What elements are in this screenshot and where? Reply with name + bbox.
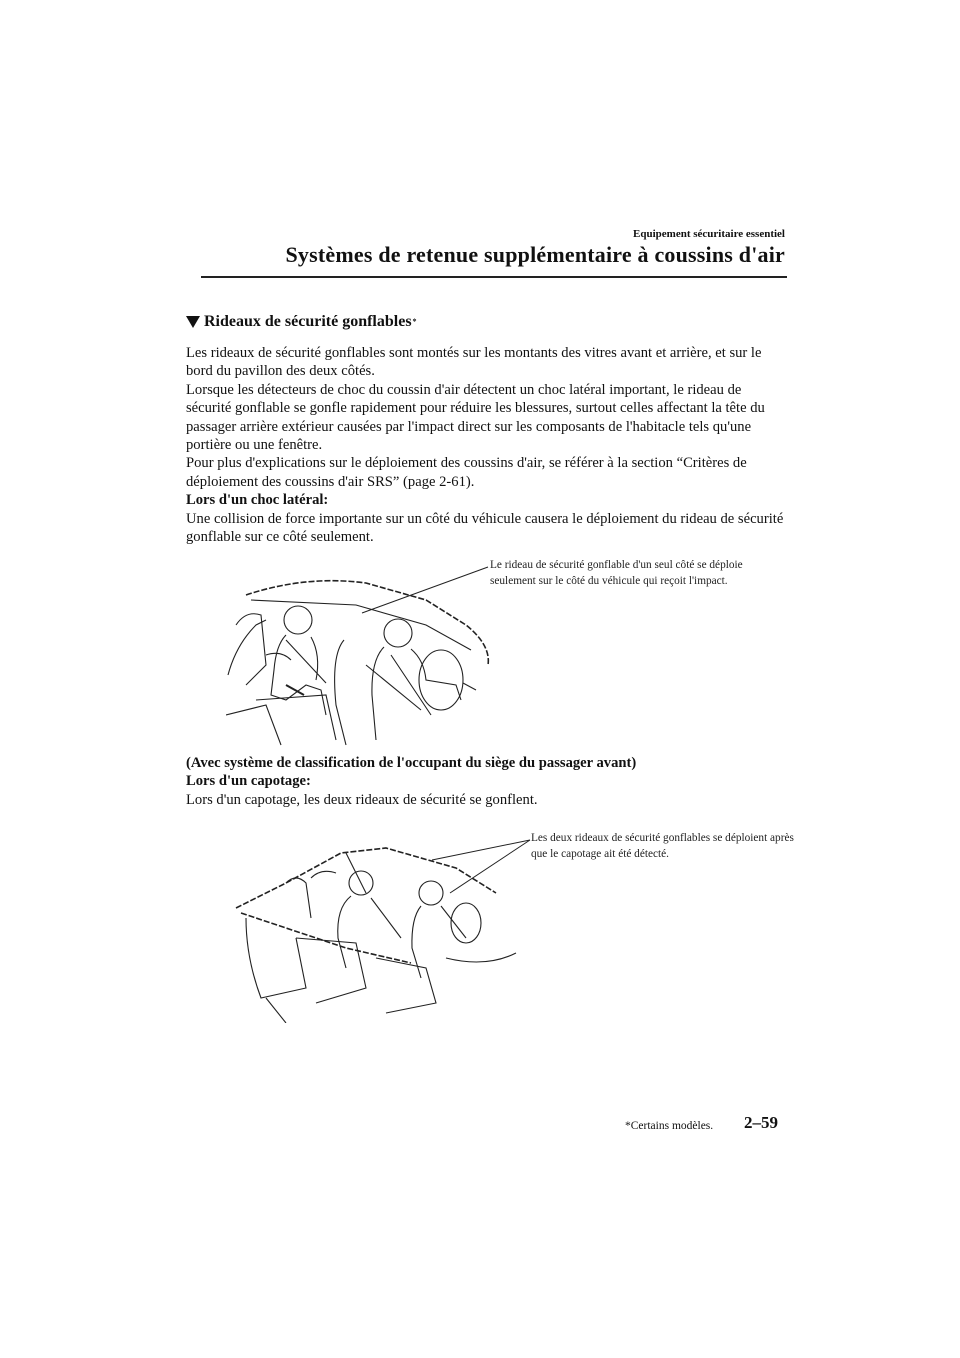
triangle-down-icon <box>186 316 200 328</box>
section-heading-text: Rideaux de sécurité gonflables <box>204 313 412 330</box>
rollover-heading: Lors d'un capotage: <box>186 773 311 790</box>
chapter-label: Equipement sécuritaire essentiel <box>633 228 785 240</box>
side-impact-text: Une collision de force importante sur un côté du véhicule causera le déploiement du rideau de sécurité gonflable sur ce côté seulement. <box>186 510 784 546</box>
section-body <box>186 344 786 546</box>
paragraph: Lorsque les détecteurs de choc du coussin d'air détectent un choc latéral important, le rideau de sécurité gonflable se gonfle rapidement pour réduire les blessures, surtout celles affectant la tête du passager arrière extérieur causées par l'impact direct sur les composants de l'habitacle tels qu'une portière ou une fenêtre. <box>186 381 765 454</box>
callout-leader-lines <box>430 838 532 898</box>
section-content <box>186 312 786 546</box>
paragraph: Pour plus d'explications sur le déploiement des coussins d'air, se référer à la section “Critères de déploiement des coussins d'air SRS” (page 2-61). <box>186 455 747 490</box>
classification-heading: (Avec système de classification de l'occupant du siège du passager avant) <box>186 755 637 771</box>
header-rule <box>201 276 787 278</box>
footnote: *Certains modèles. <box>625 1120 714 1132</box>
side-impact-heading: Lors d'un choc latéral: <box>186 492 329 509</box>
figure2-callout: Les deux rideaux de sécurité gonflables se déploient après que le capotage ait été détecté. <box>531 832 794 861</box>
page-title: Systèmes de retenue supplémentaire à coussins d'air <box>285 242 785 267</box>
rollover-text: Lors d'un capotage, les deux rideaux de sécurité se gonflent. <box>186 791 538 808</box>
callout-leader-line <box>360 565 490 625</box>
rollover-section <box>186 754 786 809</box>
model-marker: * <box>412 317 417 326</box>
page-number: 2–59 <box>744 1113 778 1132</box>
section-heading <box>186 312 786 332</box>
figure1-callout: Le rideau de sécurité gonflable d'un seul côté se déploie seulement sur le côté du véhicule qui reçoit l'impact. <box>490 559 743 588</box>
paragraph: Les rideaux de sécurité gonflables sont montés sur les montants des vitres avant et arrière, et sur le bord du pavillon des deux côtés. <box>186 345 762 380</box>
